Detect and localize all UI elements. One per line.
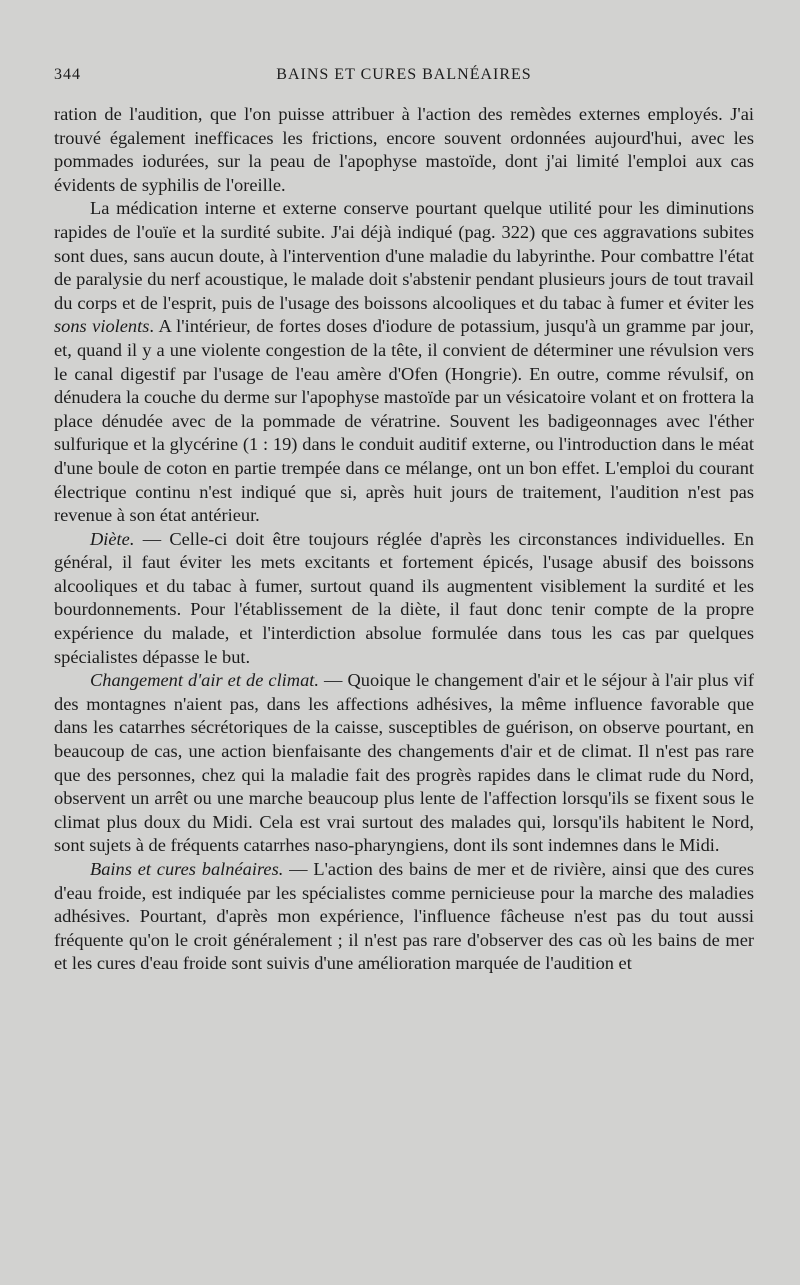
paragraph-bains <box>54 858 754 976</box>
paragraph-diete <box>54 528 754 670</box>
section-heading-diete: Diète. <box>90 528 135 549</box>
body-text <box>54 103 754 976</box>
paragraph-2 <box>54 197 754 527</box>
section-heading-climat: Changement d'air et de climat. <box>90 670 319 691</box>
running-title: BAINS ET CURES BALNÉAIRES <box>276 66 532 83</box>
paragraph-1-text: ration de l'audition, que l'on puisse attribuer à l'action des remèdes externes employés. J'ai trouvé également inefficaces les frictions, encore souvent ordonnées aujourd'hui, avec les pommades iodurées, sur la peau de l'apophyse mastoïde, dont j'ai limité l'emploi aux cas évidents de syphilis de l'oreille. <box>54 104 754 195</box>
section-heading-bains: Bains et cures balnéaires. <box>90 859 284 879</box>
paragraph-2-emphasis: sons violents <box>54 316 150 337</box>
paragraph-climat-text: — Quoique le changement d'air et le séjour à l'air plus vif des montagnes n'aient pas, dans les affections adhésives, la même influence favorable que dans les catarrhes sécrétoriques de la caisse, susceptibles de guérison, on observe pourtant, en beaucoup de cas, une action bienfaisante des changements d'air et de climat. Il n'est pas rare que des personnes, chez qui la maladie fait des progrès rapides dans le climat rude du Nord, observent un arrêt ou une marche beaucoup plus lente de l'affection lorsqu'ils se fixent sous le climat plus doux du Midi. Cela est vrai surtout des malades qui, lorsqu'ils habitent le Nord, sont sujets à de fréquents catarrhes naso-pharyngiens, dont ils sont indemnes dans le Midi. <box>54 670 754 856</box>
paragraph-bains-text: — L'action des bains de mer et de rivière, ainsi que des cures d'eau froide, est indiquée par les spécialistes comme pernicieuse pour la marche des maladies adhésives. Pourtant, d'après mon expérience, l'influence fâcheuse n'est pas du tout aussi fréquente qu'on le croit généralement ; il n'est pas rare d'observer des cas où les bains de mer et les cures d'eau froide sont suivis d'une amélioration marquée de l'audition et <box>54 859 754 974</box>
paragraph-1 <box>54 103 754 197</box>
page-header <box>54 66 754 90</box>
paragraph-2-text: La médication interne et externe conserve pourtant quelque utilité pour les diminutions rapides de l'ouïe et la surdité subite. J'ai déjà indiqué (pag. 322) que ces aggravations subites sont dues, sans aucun doute, à l'intervention d'une maladie du labyrinthe. Pour combattre l'état de paralysie du nerf acoustique, le malade doit s'abstenir pendant plusieurs jours de tout travail du corps et de l'esprit, puis de l'usage des boissons alcooliques et du tabac à fumer et éviter les <box>54 198 754 313</box>
paragraph-2-text-cont: . A l'intérieur, de fortes doses d'iodure de potassium, jusqu'à un gramme par jour, et, quand il y a une violente congestion de la tête, il convient de déterminer une révulsion vers le canal digestif par l'usage de l'eau amère d'Ofen (Hongrie). En outre, comme révulsif, on dénudera la couche du derme sur l'apophyse mastoïde par un vésicatoire volant et on frottera la place dénudée avec de la pommade de vératrine. Souvent les badigeonnages avec l'éther sulfurique et la glycérine (1 : 19) dans le conduit auditif externe, ou l'introduction dans le méat d'une boule de coton en partie trempée dans ce mélange, ont un bon effet. L'emploi du courant électrique continu n'est indiqué que si, après huit jours de traitement, l'audition n'est pas revenue à son état antérieur. <box>54 316 754 526</box>
paragraph-climat <box>54 669 754 858</box>
page-number: 344 <box>54 66 81 83</box>
paragraph-diete-text: — Celle-ci doit être toujours réglée d'après les circonstances individuelles. En général, il faut éviter les mets excitants et fortement épicés, l'usage abusif des boissons alcooliques et du tabac à fumer, surtout quand ils augmentent visiblement la surdité et les bourdonnements. Pour l'établissement de la diète, il faut donc tenir compte de la propre expérience du malade, et l'interdiction absolue formulée dans tous les cas par quelques spécialistes dépasse le but. <box>54 528 754 667</box>
